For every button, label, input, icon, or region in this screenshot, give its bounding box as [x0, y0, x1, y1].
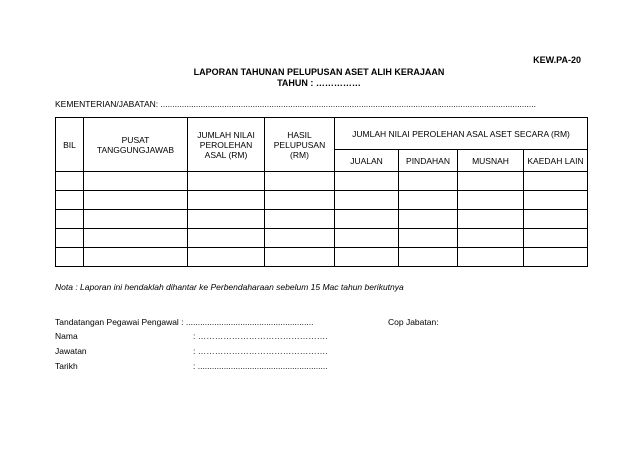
subheader-kaedah-lain: KAEDAH LAIN: [524, 150, 588, 172]
header-jumlah-nilai-perolehan: JUMLAH NILAI PEROLEHAN ASAL (RM): [188, 118, 265, 172]
table-cell[interactable]: [265, 172, 335, 191]
disposal-table: [55, 117, 588, 267]
jawatan-field[interactable]: : ……………………………………….: [193, 346, 328, 356]
table-cell[interactable]: [335, 229, 399, 248]
table-cell[interactable]: [335, 191, 399, 210]
table-cell[interactable]: [265, 191, 335, 210]
table-cell[interactable]: [265, 229, 335, 248]
note-text: Nota : Laporan ini hendaklah dihantar ke Perbendaharaan sebelum 15 Mac tahun berikutnya: [55, 282, 404, 292]
table-cell[interactable]: [188, 172, 265, 191]
table-cell[interactable]: [524, 191, 588, 210]
subheader-pindahan: PINDAHAN: [399, 150, 458, 172]
subheader-musnah: MUSNAH: [458, 150, 524, 172]
table-cell[interactable]: [458, 172, 524, 191]
table-body: [56, 172, 588, 267]
cop-jabatan-label: Cop Jabatan:: [388, 317, 439, 327]
form-code: KEW.PA-20: [533, 55, 581, 65]
table-cell[interactable]: [84, 248, 188, 267]
table-cell[interactable]: [399, 229, 458, 248]
header-pusat-tanggungjawab: PUSAT TANGGUNGJAWAB: [84, 118, 188, 172]
table-cell[interactable]: [399, 210, 458, 229]
title-line-2: TAHUN : ……………: [277, 78, 361, 88]
table-cell[interactable]: [335, 172, 399, 191]
table-cell[interactable]: [84, 191, 188, 210]
table-cell[interactable]: [524, 229, 588, 248]
table-cell[interactable]: [524, 210, 588, 229]
header-hasil-pelupusan: HASIL PELUPUSAN (RM): [265, 118, 335, 172]
report-title: [0, 67, 638, 89]
tarikh-field[interactable]: : .......................................................: [193, 361, 328, 371]
tarikh-label: Tarikh: [55, 361, 78, 371]
table-cell[interactable]: [399, 172, 458, 191]
table-cell[interactable]: [458, 210, 524, 229]
table-cell[interactable]: [265, 248, 335, 267]
title-line-1: LAPORAN TAHUNAN PELUPUSAN ASET ALIH KERAJAAN: [193, 67, 445, 77]
table-cell[interactable]: [399, 248, 458, 267]
table-cell[interactable]: [56, 248, 84, 267]
ministry-line: KEMENTERIAN/JABATAN: ...............................................................................................................................................................: [55, 99, 536, 109]
table-row: [56, 191, 588, 210]
table-cell[interactable]: [524, 248, 588, 267]
table-cell[interactable]: [265, 210, 335, 229]
table-cell[interactable]: [84, 229, 188, 248]
subheader-jualan: JUALAN: [335, 150, 399, 172]
table-cell[interactable]: [188, 248, 265, 267]
jawatan-label: Jawatan: [55, 346, 87, 356]
table-cell[interactable]: [84, 172, 188, 191]
table-row: [56, 172, 588, 191]
table-cell[interactable]: [188, 229, 265, 248]
table-cell[interactable]: [56, 229, 84, 248]
table-cell[interactable]: [399, 191, 458, 210]
table-cell[interactable]: [335, 210, 399, 229]
signature-line[interactable]: Tandatangan Pegawai Pengawal : ......................................................: [55, 317, 314, 327]
table-cell[interactable]: [84, 210, 188, 229]
table-row: [56, 210, 588, 229]
table-cell[interactable]: [458, 229, 524, 248]
table-cell[interactable]: [524, 172, 588, 191]
header-bil: BIL: [56, 118, 84, 172]
table-cell[interactable]: [56, 210, 84, 229]
table-cell[interactable]: [188, 210, 265, 229]
header-group-kaedah: JUMLAH NILAI PEROLEHAN ASAL ASET SECARA (RM): [335, 118, 588, 150]
table-cell[interactable]: [188, 191, 265, 210]
table-cell[interactable]: [56, 191, 84, 210]
table-cell[interactable]: [335, 248, 399, 267]
table-cell[interactable]: [458, 191, 524, 210]
nama-field[interactable]: : ……………………………………….: [193, 331, 328, 341]
nama-label: Nama: [55, 331, 78, 341]
table-row: [56, 229, 588, 248]
table-cell[interactable]: [458, 248, 524, 267]
table-row: [56, 248, 588, 267]
table-cell[interactable]: [56, 172, 84, 191]
